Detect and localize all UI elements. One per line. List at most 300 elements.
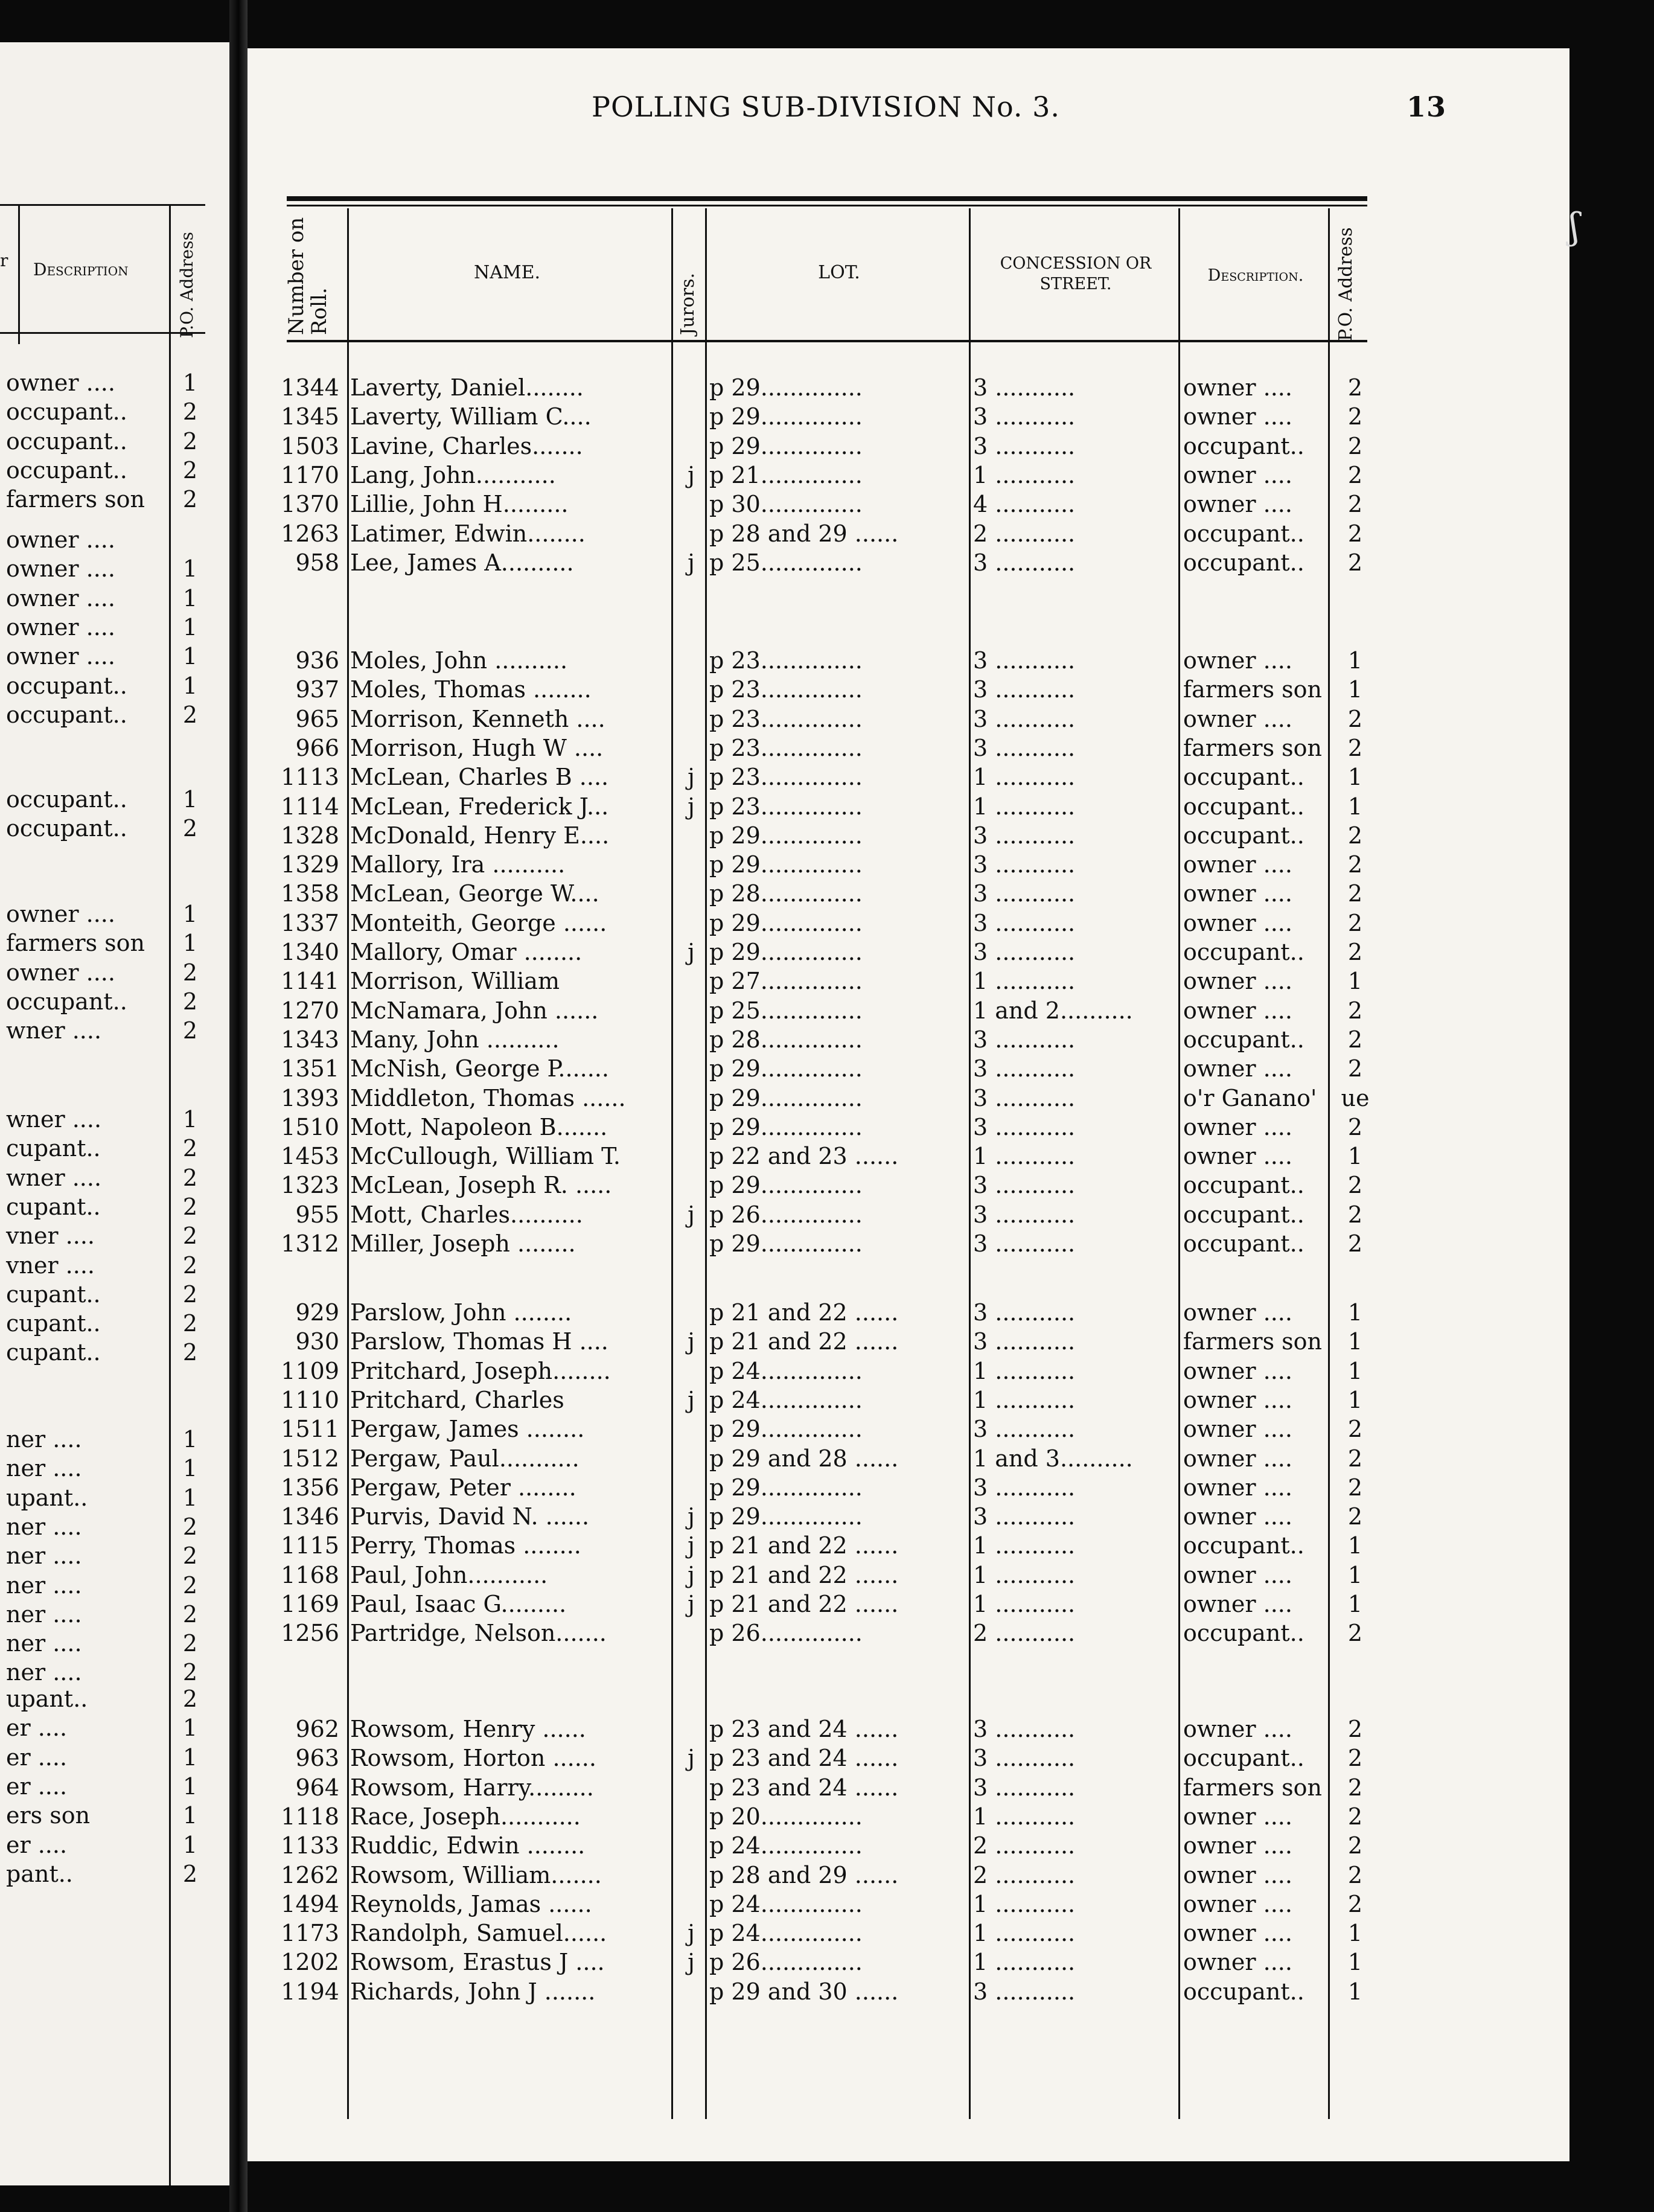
- cell-con: 2 ...........: [973, 520, 1076, 547]
- left-cell-po: 2: [182, 1223, 198, 1250]
- left-cell-po: 2: [182, 1280, 198, 1308]
- left-cell-desc: wner ....: [6, 1164, 102, 1191]
- cell-lot: p 29..............: [709, 1474, 863, 1501]
- table-row: [0, 850, 1654, 879]
- table-row: [0, 1890, 1654, 1919]
- cell-num: 1494: [281, 1890, 339, 1917]
- cell-lot: p 29..............: [709, 1172, 863, 1199]
- left-cell-po: 1: [182, 369, 198, 396]
- cell-desc: owner ....: [1183, 1890, 1292, 1917]
- cell-lot: p 24..............: [709, 1386, 863, 1413]
- cell-con: 3 ...........: [973, 1230, 1076, 1257]
- cell-name: Lillie, John H.........: [350, 491, 569, 518]
- left-cell-desc: wner ....: [6, 1106, 102, 1133]
- cell-con: 3 ...........: [973, 1084, 1076, 1111]
- cell-lot: p 29..............: [709, 939, 863, 965]
- left-cell-po: 1: [182, 613, 198, 641]
- cell-name: Parslow, John ........: [350, 1299, 572, 1326]
- left-cell-po: 2: [182, 815, 198, 842]
- left-table-row: [0, 1658, 229, 1687]
- cell-lot: p 29..............: [709, 1416, 863, 1443]
- cell-num: 963: [295, 1745, 339, 1772]
- cell-num: 966: [295, 734, 339, 761]
- cell-name: Laverty, Daniel........: [350, 374, 584, 401]
- cell-lot: p 25..............: [709, 997, 863, 1024]
- left-cell-desc: wner ....: [6, 1017, 102, 1044]
- cell-name: Rowsom, William.......: [350, 1861, 602, 1888]
- cell-po: 1: [1347, 1591, 1363, 1617]
- cell-name: McNamara, John ......: [350, 997, 599, 1024]
- cell-desc: owner ....: [1183, 647, 1292, 674]
- cell-desc: owner ....: [1183, 997, 1292, 1024]
- cell-con: 3 ...........: [973, 1978, 1076, 2005]
- cell-po: 2: [1347, 1474, 1363, 1501]
- table-row: [0, 1802, 1654, 1831]
- cell-po: 2: [1347, 822, 1363, 849]
- cell-con: 1 ...........: [973, 461, 1076, 488]
- cell-lot: p 24..............: [709, 1832, 863, 1859]
- left-cell-po: 1: [182, 1715, 198, 1742]
- left-cell-po: 1: [182, 901, 198, 927]
- left-cell-desc: upant..: [6, 1686, 88, 1712]
- cell-con: 1 ...........: [973, 1890, 1076, 1917]
- cell-num: 1351: [281, 1055, 339, 1082]
- cell-con: 3 ...........: [973, 1113, 1076, 1140]
- cell-po: 2: [1347, 1113, 1363, 1140]
- cell-lot: p 23..............: [709, 647, 863, 674]
- table-row: [0, 1444, 1654, 1473]
- table-row: [0, 734, 1654, 762]
- left-cell-po: 2: [182, 1339, 198, 1366]
- cell-num: 1370: [281, 491, 339, 518]
- left-cell-po: 2: [182, 1600, 198, 1628]
- cell-num: 1329: [281, 851, 339, 878]
- cell-num: 1109: [281, 1357, 339, 1384]
- left-cell-po: 2: [182, 1542, 198, 1570]
- cell-num: 1110: [281, 1386, 339, 1413]
- table-row: [0, 1590, 1654, 1619]
- left-cell-desc: ner ....: [6, 1426, 82, 1453]
- left-cell-desc: vner ....: [6, 1251, 95, 1279]
- left-cell-po: 1: [182, 1831, 198, 1858]
- cell-po: 2: [1347, 1416, 1363, 1443]
- cell-desc: owner ....: [1183, 1474, 1292, 1501]
- cell-con: 3 ...........: [973, 1055, 1076, 1082]
- cell-lot: p 23..............: [709, 676, 863, 703]
- table-row: [0, 762, 1654, 791]
- table-row: [0, 879, 1654, 908]
- cell-desc: occupant..: [1183, 1745, 1304, 1772]
- cell-desc: farmers son: [1183, 676, 1323, 703]
- page-number: 13: [1407, 91, 1447, 123]
- cell-po: 2: [1347, 403, 1363, 430]
- left-cell-desc: ner ....: [6, 1630, 82, 1657]
- table-row: [0, 1200, 1654, 1229]
- cell-jur: j: [688, 939, 695, 965]
- cell-lot: p 30..............: [709, 491, 863, 518]
- header-thin-rule: [287, 205, 1367, 206]
- cell-lot: p 23..............: [709, 764, 863, 791]
- cell-con: 3 ...........: [973, 676, 1076, 703]
- cell-desc: occupant..: [1183, 822, 1304, 849]
- cell-lot: p 21..............: [709, 461, 863, 488]
- table-row: [0, 1919, 1654, 1948]
- left-cell-desc: er ....: [6, 1772, 68, 1800]
- cell-po: ue: [1341, 1084, 1370, 1111]
- cell-po: 2: [1347, 1861, 1363, 1888]
- cell-name: Ruddic, Edwin ........: [350, 1832, 586, 1859]
- cell-desc: owner ....: [1183, 1445, 1292, 1472]
- cell-name: Morrison, William: [350, 968, 560, 995]
- cell-desc: owner ....: [1183, 1949, 1292, 1976]
- cell-po: 2: [1347, 1716, 1363, 1742]
- cell-desc: owner ....: [1183, 968, 1292, 995]
- cell-lot: p 23 and 24 ......: [709, 1745, 899, 1772]
- cell-num: 1194: [281, 1978, 339, 2005]
- cell-name: Moles, Thomas ........: [350, 676, 592, 703]
- table-row: [0, 1948, 1654, 1977]
- table-row: [0, 548, 1654, 577]
- cell-name: Pergaw, James ........: [350, 1416, 585, 1443]
- cell-con: 2 ...........: [973, 1832, 1076, 1859]
- cell-name: Mallory, Omar ........: [350, 939, 583, 965]
- left-cell-po: 2: [182, 1686, 198, 1712]
- cell-po: 2: [1347, 374, 1363, 401]
- cell-lot: p 23..............: [709, 705, 863, 732]
- cell-name: Lee, James A..........: [350, 549, 574, 576]
- cell-po: 2: [1347, 909, 1363, 936]
- cell-desc: farmers son: [1183, 1774, 1323, 1801]
- cell-num: 1312: [281, 1230, 339, 1257]
- cell-desc: occupant..: [1183, 1230, 1304, 1257]
- concession-header: CONCESSION OR STREET.: [1000, 254, 1152, 293]
- cell-name: Purvis, David N. ......: [350, 1503, 590, 1530]
- left-cell-po: 2: [182, 1513, 198, 1540]
- description-header: Description.: [1207, 266, 1304, 285]
- cell-lot: p 22 and 23 ......: [709, 1143, 899, 1170]
- cell-jur: j: [688, 1561, 695, 1588]
- cell-lot: p 29..............: [709, 1055, 863, 1082]
- left-description-header: Description: [33, 260, 129, 280]
- left-cell-desc: er ....: [6, 1831, 68, 1858]
- cell-desc: occupant..: [1183, 1532, 1304, 1559]
- left-cell-desc: occupant..: [6, 672, 127, 699]
- cell-po: 1: [1347, 1386, 1363, 1413]
- cell-lot: p 26..............: [709, 1949, 863, 1976]
- cell-name: Rowsom, Horton ......: [350, 1745, 596, 1772]
- cell-lot: p 21 and 22 ......: [709, 1561, 899, 1588]
- table-row: [0, 432, 1654, 461]
- left-cell-desc: occupant..: [6, 988, 127, 1015]
- cell-po: 2: [1347, 1503, 1363, 1530]
- left-cell-po: 1: [182, 1744, 198, 1771]
- table-row: [0, 1977, 1654, 2006]
- cell-po: 2: [1347, 997, 1363, 1024]
- left-cell-po: 2: [182, 1659, 198, 1686]
- cell-po: 1: [1347, 764, 1363, 791]
- cell-po: 2: [1347, 1803, 1363, 1830]
- left-cell-po: 2: [182, 1860, 198, 1887]
- cell-num: 1263: [281, 520, 339, 547]
- cell-desc: owner ....: [1183, 880, 1292, 907]
- table-row: [0, 1531, 1654, 1560]
- cell-po: 2: [1347, 1745, 1363, 1772]
- jurors-header: Jurors.: [677, 272, 698, 335]
- left-table-row: [0, 613, 229, 642]
- cell-num: 1337: [281, 909, 339, 936]
- table-row: [0, 821, 1654, 850]
- table-row: [0, 1142, 1654, 1171]
- cell-con: 3 ...........: [973, 647, 1076, 674]
- cell-num: 1344: [281, 374, 339, 401]
- cell-po: 1: [1347, 1532, 1363, 1559]
- cell-con: 3 ...........: [973, 1026, 1076, 1053]
- cell-name: Perry, Thomas ........: [350, 1532, 581, 1559]
- left-column-rule-2: [18, 205, 20, 344]
- cell-jur: j: [688, 764, 695, 791]
- cell-lot: p 23..............: [709, 734, 863, 761]
- cell-po: 1: [1347, 1328, 1363, 1355]
- cell-po: 2: [1347, 1620, 1363, 1647]
- left-cell-desc: owner ....: [6, 369, 115, 396]
- cell-desc: owner ....: [1183, 1561, 1292, 1588]
- cell-desc: owner ....: [1183, 1299, 1292, 1326]
- cell-desc: owner ....: [1183, 1832, 1292, 1859]
- left-cell-po: 1: [182, 1772, 198, 1800]
- cell-po: 2: [1347, 549, 1363, 576]
- left-cell-desc: pant..: [6, 1860, 73, 1887]
- cell-jur: j: [688, 1591, 695, 1617]
- left-cell-po: 2: [182, 1310, 198, 1337]
- table-row: [0, 373, 1654, 402]
- table-row: [0, 1473, 1654, 1502]
- cell-num: 936: [295, 647, 339, 674]
- table-row: [0, 675, 1654, 704]
- cell-con: 3 ...........: [973, 734, 1076, 761]
- cell-desc: owner ....: [1183, 1143, 1292, 1170]
- cell-num: 929: [295, 1299, 339, 1326]
- left-cell-po: 1: [182, 930, 198, 957]
- cell-desc: farmers son: [1183, 1328, 1323, 1355]
- left-cell-po: 2: [182, 959, 198, 986]
- cell-num: 1168: [281, 1561, 339, 1588]
- cell-con: 3 ...........: [973, 880, 1076, 907]
- cell-desc: owner ....: [1183, 1386, 1292, 1413]
- cell-po: 1: [1347, 676, 1363, 703]
- cell-desc: owner ....: [1183, 1803, 1292, 1830]
- cell-jur: j: [688, 1503, 695, 1530]
- table-row: [0, 490, 1654, 519]
- cell-name: Partridge, Nelson.......: [350, 1620, 607, 1647]
- cell-num: 965: [295, 705, 339, 732]
- left-cell-desc: occupant..: [6, 456, 127, 484]
- cell-con: 3 ...........: [973, 822, 1076, 849]
- left-cell-desc: owner ....: [6, 584, 115, 612]
- cell-jur: j: [688, 461, 695, 488]
- table-row: [0, 1773, 1654, 1802]
- cell-num: 1323: [281, 1172, 339, 1199]
- left-cell-po: 2: [182, 1017, 198, 1044]
- cell-lot: p 23..............: [709, 793, 863, 820]
- left-cell-po: 2: [182, 1571, 198, 1599]
- cell-desc: occupant..: [1183, 1201, 1304, 1228]
- cell-num: 1256: [281, 1620, 339, 1647]
- table-row: [0, 909, 1654, 938]
- cell-lot: p 21 and 22 ......: [709, 1328, 899, 1355]
- cell-num: 1511: [281, 1416, 339, 1443]
- cell-name: Morrison, Hugh W ....: [350, 734, 604, 761]
- cell-num: 964: [295, 1774, 339, 1801]
- cell-name: Pergaw, Peter ........: [350, 1474, 576, 1501]
- cell-lot: p 29..............: [709, 432, 863, 459]
- table-row: [0, 1715, 1654, 1744]
- left-cell-desc: occupant..: [6, 786, 127, 813]
- left-cell-desc: ner ....: [6, 1455, 82, 1482]
- left-cell-po: 2: [182, 988, 198, 1015]
- cell-con: 1 ...........: [973, 1357, 1076, 1384]
- cell-jur: j: [688, 793, 695, 820]
- cell-lot: p 21 and 22 ......: [709, 1591, 899, 1617]
- table-row: [0, 1386, 1654, 1414]
- cell-con: 3 ...........: [973, 1745, 1076, 1772]
- left-cell-desc: owner ....: [6, 643, 115, 670]
- left-cell-desc: ner ....: [6, 1659, 82, 1686]
- cell-num: 1393: [281, 1084, 339, 1111]
- cell-num: 1328: [281, 822, 339, 849]
- cell-desc: owner ....: [1183, 374, 1292, 401]
- cell-name: Laverty, William C....: [350, 403, 592, 430]
- cell-po: 1: [1347, 968, 1363, 995]
- cell-lot: p 29..............: [709, 1230, 863, 1257]
- cell-name: Reynolds, Jamas ......: [350, 1890, 592, 1917]
- lot-header: LOT.: [818, 262, 860, 283]
- cell-name: Pritchard, Joseph........: [350, 1357, 611, 1384]
- cell-desc: occupant..: [1183, 939, 1304, 965]
- cell-desc: occupant..: [1183, 764, 1304, 791]
- cell-lot: p 25..............: [709, 549, 863, 576]
- pen-mark: ʃ: [1569, 205, 1580, 248]
- cell-num: 937: [295, 676, 339, 703]
- cell-lot: p 27..............: [709, 968, 863, 995]
- left-cell-desc: owner ....: [6, 901, 115, 927]
- cell-desc: owner ....: [1183, 1113, 1292, 1140]
- cell-con: 1 ...........: [973, 1803, 1076, 1830]
- cell-num: 1170: [281, 461, 339, 488]
- cell-con: 4 ...........: [973, 491, 1076, 518]
- cell-con: 3 ...........: [973, 1474, 1076, 1501]
- cell-name: McLean, George W....: [350, 880, 599, 907]
- table-row: [0, 461, 1654, 490]
- cell-lot: p 23 and 24 ......: [709, 1716, 899, 1742]
- cell-jur: j: [688, 1920, 695, 1947]
- cell-lot: p 24..............: [709, 1890, 863, 1917]
- cell-po: 2: [1347, 1055, 1363, 1082]
- cell-con: 2 ...........: [973, 1620, 1076, 1647]
- cell-po: 2: [1347, 1201, 1363, 1228]
- table-row: [0, 938, 1654, 967]
- left-cell-po: 2: [182, 456, 198, 484]
- left-cell-po: 1: [182, 1484, 198, 1511]
- cell-con: 3 ...........: [973, 1201, 1076, 1228]
- cell-name: Rowsom, Harry.........: [350, 1774, 594, 1801]
- cell-num: 1346: [281, 1503, 339, 1530]
- header-thick-rule: [287, 196, 1367, 201]
- left-cell-desc: cupant..: [6, 1135, 101, 1162]
- left-cell-desc: cupant..: [6, 1280, 101, 1308]
- cell-po: 1: [1347, 1920, 1363, 1947]
- table-row: [0, 519, 1654, 548]
- cell-con: 3 ...........: [973, 1774, 1076, 1801]
- cell-po: 2: [1347, 851, 1363, 878]
- left-cell-po: 1: [182, 1106, 198, 1133]
- cell-name: McCullough, William T.: [350, 1143, 621, 1170]
- left-cell-po: 1: [182, 555, 198, 583]
- table-row: [0, 1084, 1654, 1113]
- cell-name: Rowsom, Erastus J ....: [350, 1949, 605, 1976]
- cell-num: 1358: [281, 880, 339, 907]
- cell-con: 1 and 3..........: [973, 1445, 1133, 1472]
- cell-desc: owner ....: [1183, 1591, 1292, 1617]
- table-row: [0, 1831, 1654, 1860]
- cell-desc: owner ....: [1183, 705, 1292, 732]
- cell-name: McLean, Joseph R. .....: [350, 1172, 612, 1199]
- cell-jur: j: [688, 1745, 695, 1772]
- cell-name: Monteith, George ......: [350, 909, 607, 936]
- cell-name: Mott, Napoleon B.......: [350, 1113, 608, 1140]
- cell-po: 1: [1347, 1357, 1363, 1384]
- left-cell-po: 2: [182, 1135, 198, 1162]
- table-row: [0, 996, 1654, 1025]
- left-cell-desc: occupant..: [6, 701, 127, 728]
- left-cell-desc: farmers son: [6, 930, 145, 957]
- cell-desc: owner ....: [1183, 403, 1292, 430]
- cell-name: Mallory, Ira ..........: [350, 851, 566, 878]
- cell-lot: p 29..............: [709, 909, 863, 936]
- cell-lot: p 28 and 29 ......: [709, 520, 899, 547]
- table-row: [0, 1327, 1654, 1356]
- left-cell-po: 1: [182, 1455, 198, 1482]
- cell-num: 1113: [281, 764, 339, 791]
- left-cell-po: 1: [182, 1802, 198, 1829]
- cell-desc: occupant..: [1183, 520, 1304, 547]
- left-fragment-header: r: [0, 251, 8, 270]
- table-row: [0, 1619, 1654, 1648]
- cell-jur: j: [688, 1201, 695, 1228]
- cell-num: 1270: [281, 997, 339, 1024]
- cell-con: 2 ...........: [973, 1861, 1076, 1888]
- cell-lot: p 29..............: [709, 1503, 863, 1530]
- cell-po: 1: [1347, 1949, 1363, 1976]
- table-row: [0, 1502, 1654, 1531]
- cell-name: Lavine, Charles.......: [350, 432, 583, 459]
- cell-lot: p 28..............: [709, 880, 863, 907]
- table-row: [0, 967, 1654, 996]
- cell-desc: owner ....: [1183, 1920, 1292, 1947]
- po-address-header: P.O. Address: [1335, 227, 1356, 341]
- left-cell-desc: er ....: [6, 1744, 68, 1771]
- cell-con: 1 ...........: [973, 1143, 1076, 1170]
- left-cell-desc: owner ....: [6, 526, 115, 553]
- cell-desc: farmers son: [1183, 734, 1323, 761]
- cell-lot: p 26..............: [709, 1201, 863, 1228]
- cell-name: McNish, George P.......: [350, 1055, 609, 1082]
- cell-lot: p 29..............: [709, 851, 863, 878]
- cell-con: 1 ...........: [973, 1561, 1076, 1588]
- cell-jur: j: [688, 1532, 695, 1559]
- table-row: [0, 1298, 1654, 1327]
- table-row: [0, 792, 1654, 821]
- cell-num: 930: [295, 1328, 339, 1355]
